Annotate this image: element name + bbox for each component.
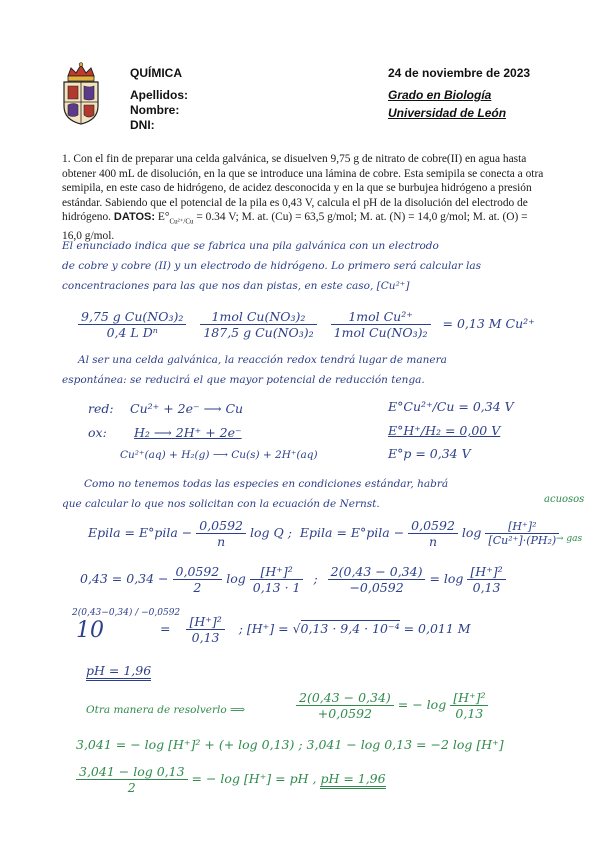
power-base: 10 <box>76 618 104 643</box>
intro-line-2: de cobre y cobre (II) y un electrodo de hidrógeno. Lo primero será calcular las <box>62 260 481 272</box>
conc-result: = 0,13 M Cu²⁺ <box>442 316 535 331</box>
alt-ph-result: pH = 1,96 <box>320 771 385 789</box>
global-equation: Cu²⁺(aq) + H₂(g) ⟶ Cu(s) + 2H⁺(aq) <box>120 449 318 461</box>
concentration-calculation <box>78 309 535 340</box>
redox-text-2: espontánea: se reducirá el que mayor potencial de reducción tenga. <box>62 374 425 386</box>
conc-fraction-1: $\frac{\text{9,75 g Cu(NO₃)₂}}{\text{0,4 L Dⁿ}}$ <box>78 309 186 340</box>
nernst-equation: Epila = E°pila − $\frac{0,0592}{n}$ log Q ; Epila = E°pila − $\frac{0,0592}{n}$ log $\frac{\text{[H⁺]²}}{\text{[Cu²⁺]·(PH₂)}}$ <box>88 518 559 549</box>
subject-title: QUÍMICA <box>130 66 182 80</box>
standard-potential-subscript: Cu²⁺/Cu <box>169 217 194 226</box>
standard-potential-symbol: E° <box>157 211 170 224</box>
redox-text-1: Al ser una celda galvánica, la reacción redox tendrá lugar de manera <box>78 354 447 366</box>
data-label: DATOS: <box>113 211 156 224</box>
annotation-aqueous: acuosos <box>544 494 585 505</box>
dni-label: DNI: <box>130 118 155 132</box>
university-crest <box>58 62 104 126</box>
oxidation-label: ox: <box>88 425 107 440</box>
problem-text: Con el fin de preparar una celda galvánica, se disuelven 9,75 g de nitrato de cobre(II) en agua hasta obtener 400 mL de disolución, en la que se introduce una lámina de cobre. Esta semipila se conecta a otra semipila, en este caso de hidrógeno, de acidez desconocida y en la que se burbujea hidrógeno a presión estándar. Sabiendo que el potencial de la pila es 0,43 V, calcula el pH de la disolución del electrodo de hidrógeno. <box>62 153 544 224</box>
oxidation-equation: H₂ ⟶ 2H⁺ + 2e⁻ <box>134 425 242 440</box>
alt-method-step: 3,041 = − log [H⁺]² + (+ log 0,13) ; 3,041 − log 0,13 = −2 log [H⁺] <box>76 737 504 752</box>
alt-method-equation: $\frac{2(0,43 - 0,34)}{+0,0592}$ = − log $\frac{\text{[H⁺]²}}{0,13}$ <box>296 690 488 721</box>
problem-statement <box>62 152 548 244</box>
global-potential: E°p = 0,34 V <box>388 446 471 461</box>
ph-result: pH = 1,96 <box>86 663 151 681</box>
exponent-expression: 2(0,43−0,34) / −0,0592 <box>72 608 181 618</box>
crown-icon <box>68 63 94 81</box>
university-name: Universidad de León <box>388 106 507 120</box>
alt-method-label: Otra manera de resolverlo ⟹ <box>86 704 246 716</box>
reduction-potential: E°Cu²⁺/Cu = 0,34 V <box>388 399 514 414</box>
intro-line-1: El enunciado indica que se fabrica una pila galvánica con un electrodo <box>62 240 439 252</box>
substitution-line: 0,43 = 0,34 − $\frac{0,0592}{2}$ log $\frac{\text{[H⁺]²}}{0,13 \cdot 1}$ ; $\frac{2(0,43 - 0,34)}{-0,0592}$ = log $\frac{\text{[H⁺]²}}{0,13}$ <box>80 564 506 595</box>
concentration-solution: = $\frac{\text{[H⁺]²}}{0,13}$ ; [H⁺] = √0,13 · 9,4 · 10⁻⁴ = 0,011 M <box>160 614 471 645</box>
reduction-equation: Cu²⁺ + 2e⁻ ⟶ Cu <box>130 401 244 416</box>
problem-data: = 0.34 V; M. at. (Cu) = 63,5 g/mol; M. at. (N) = 14,0 g/mol; M. at. (O) = 16,0 g/mol. <box>62 211 528 243</box>
conc-fraction-2: $\frac{\text{1mol Cu(NO₃)₂}}{\text{187,5 g Cu(NO₃)₂}}$ <box>200 309 316 340</box>
name-label: Nombre: <box>130 103 180 117</box>
surname-label: Apellidos: <box>130 88 189 102</box>
conc-fraction-3: $\frac{\text{1mol Cu²⁺}}{\text{1mol Cu(NO₃)₂}}$ <box>331 309 431 340</box>
shield-icon <box>64 82 98 124</box>
nernst-text-2: que calcular lo que nos solicitan con la ecuación de Nernst. <box>62 498 380 510</box>
degree-name: Grado en Biología <box>388 88 492 102</box>
student-fields <box>130 88 188 133</box>
problem-number: 1. <box>62 153 71 165</box>
nernst-text-1: Como no tenemos todas las especies en condiciones estándar, habrá <box>84 478 449 490</box>
alt-method-final: $\frac{3,041 - \log 0,13}{2}$ = − log [H⁺] = pH , pH = 1,96 <box>76 764 386 795</box>
intro-line-3: concentraciones para las que nos dan pistas, en este caso, [Cu²⁺] <box>62 280 410 292</box>
oxidation-potential: E°H⁺/H₂ = 0,00 V <box>388 423 501 438</box>
annotation-gas: → gas <box>556 534 583 544</box>
reduction-label: red: <box>88 401 114 416</box>
exam-date: 24 de noviembre de 2023 <box>388 66 531 80</box>
